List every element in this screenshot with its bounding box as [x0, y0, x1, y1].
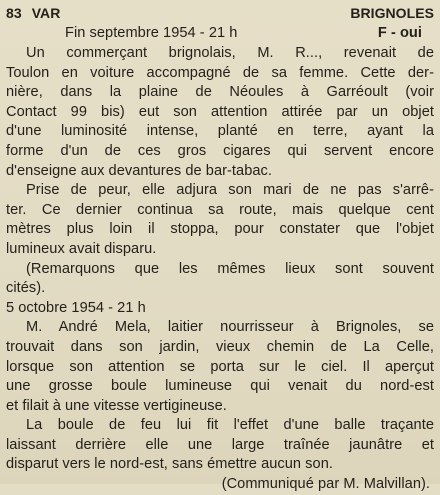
text-line: laissant derrière elle une large traînée jaunâtre et: [6, 436, 434, 453]
text-line: lumineux avait disparu.: [6, 240, 157, 257]
report1-classification: F - oui: [377, 25, 422, 41]
text-line: (Remarquons que les mêmes lieux sont souvent: [26, 260, 434, 277]
text-line: trouvait dans son jardin, vieux chemin de La Celle,: [6, 338, 434, 355]
report1-subhead: [6, 24, 434, 44]
report1-body: [6, 44, 434, 299]
text-line: lorsque son attention se porta sur le ciel. Il aperçut: [6, 358, 434, 375]
text-line: La boule de feu lui fit l'effet d'une balle traçante: [26, 417, 434, 434]
text-line: d'une luminosité intense, planté en terre, ayant la: [6, 123, 434, 140]
header-left: [6, 4, 70, 24]
text-line: M. André Mela, laitier nourrisseur à Brignoles, se: [26, 319, 434, 336]
text-line: Un commerçant brignolais, M. R..., revenait de: [26, 45, 434, 61]
town-name: BRIGNOLES: [350, 5, 434, 21]
text-line: nière, dans la plaine de Néoules à Garréoult (voir: [6, 84, 434, 101]
text-line: cités).: [6, 280, 46, 297]
text-line: ter. Ce dernier continua sa route, mais quelque cent: [6, 201, 434, 218]
department-name: VAR: [31, 5, 61, 21]
text-line: et filait à une vitesse vertigineuse.: [6, 397, 227, 414]
report2-date: 5 octobre 1954 - 21 h: [6, 299, 146, 316]
text-line: forme d'un de ces gros cigares qui servent encore: [6, 142, 434, 159]
text-line: mètres plus loin il stoppa, pour constater que l'objet: [6, 221, 434, 238]
text-line: d'enseigne aux devantures de bar-tabac.: [6, 162, 272, 179]
text-line: une grosse boule lumineuse qui venait du nord-est: [6, 378, 434, 395]
page-header: [6, 4, 434, 24]
text-line: Toulon en voiture accompagné de sa femme. Cette der-: [6, 64, 434, 81]
report2-body: [6, 318, 434, 494]
report1-date: Fin septembre 1954 - 21 h: [65, 25, 238, 41]
text-line: disparut vers le nord-est, sans émettre aucun son.: [6, 456, 333, 473]
entry-number: 83: [6, 5, 22, 21]
report2-credit: (Communiqué par M. Malvillan).: [221, 476, 430, 493]
text-line: Prise de peur, elle adjura son mari de ne pas s'arrê-: [26, 182, 434, 199]
text-line: Contact 99 bis) eut son attention attirée par un objet: [6, 103, 434, 120]
